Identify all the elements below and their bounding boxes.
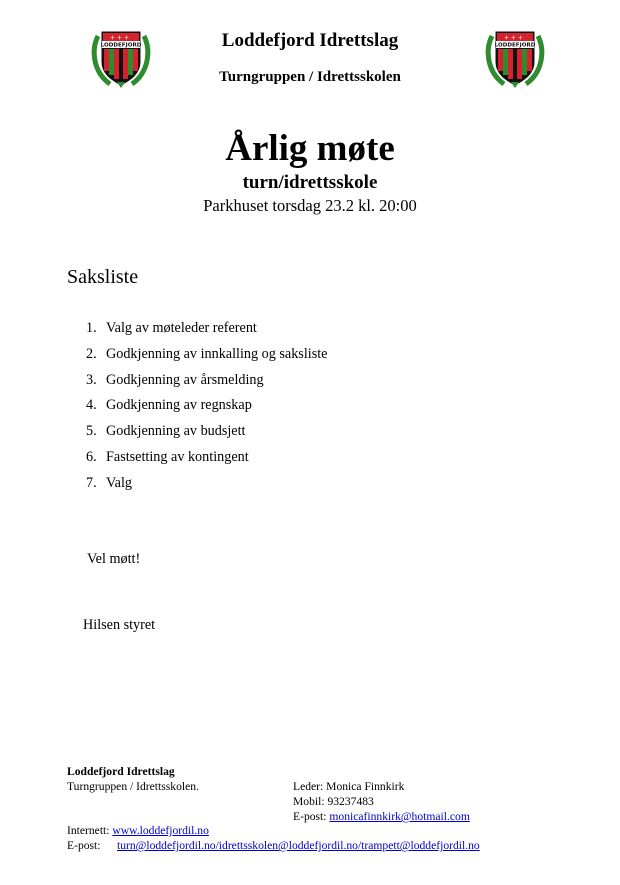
document-title: Årlig møte: [225, 128, 395, 169]
agenda-item-text: Godkjenning av regnskap: [106, 397, 252, 414]
agenda-item-text: Godkjenning av årsmelding: [106, 371, 264, 388]
footer-email-row: [67, 839, 480, 853]
footer-org-subtitle: Turngruppen / Idrettsskolen.: [67, 780, 199, 793]
signoff-text: Hilsen styret: [83, 617, 156, 633]
footer-org-name: Loddefjord Idrettslag: [67, 765, 175, 778]
meeting-place-time: Parkhuset torsdag 23.2 kl. 20:00: [203, 196, 417, 215]
agenda-item-number: 4.: [86, 397, 97, 414]
footer-internet-label: Internett:: [67, 824, 110, 837]
agenda-item: [86, 318, 327, 344]
agenda-item-number: 1.: [86, 320, 97, 336]
agenda-item-number: 6.: [86, 448, 97, 465]
agenda-item-text: Godkjenning av innkalling og saksliste: [106, 345, 328, 362]
footer-leader: Leder: Monica Finnkirk: [293, 780, 405, 793]
logo-right-text: LODDEFJORD: [494, 42, 536, 49]
logo-left-text: LODDEFJORD: [100, 42, 142, 49]
footer-internet-row: [67, 824, 209, 838]
agenda-item: [86, 447, 327, 473]
website-link[interactable]: www.loddefjordil.no: [112, 824, 209, 837]
greeting-text: Vel møtt!: [87, 551, 141, 567]
agenda-item: [86, 395, 327, 421]
agenda-item: [86, 344, 327, 370]
footer-mobile: Mobil: 93237483: [293, 795, 374, 808]
agenda-item: [86, 473, 327, 499]
agenda-item-text: Valg av møteleder referent: [106, 320, 257, 336]
svg-text:+ + +: + + +: [110, 34, 129, 42]
agenda-heading: Saksliste: [67, 266, 139, 288]
agenda-item-text: Valg: [106, 474, 133, 491]
agenda-item-text: Godkjenning av budsjett: [106, 423, 246, 440]
footer-leader-email-label: E-post:: [293, 810, 327, 823]
group-emails-link[interactable]: turn@loddefjordil.no/idrettsskolen@loddefjordil.no/trampett@loddefjordil.no: [117, 839, 480, 852]
agenda-item-text: Fastsetting av kontingent: [106, 448, 249, 465]
footer-leader-email-row: [293, 810, 470, 824]
document-subtitle: turn/idrettsskole: [242, 172, 378, 193]
leader-email-link[interactable]: monicafinnkirk@hotmail.com: [329, 810, 470, 823]
footer-email-label: E-post:: [67, 839, 101, 852]
club-subtitle: Turngruppen / Idrettsskolen: [219, 69, 401, 85]
agenda-list: [86, 318, 327, 499]
agenda-item-number: 3.: [86, 371, 97, 388]
club-name: Loddefjord Idrettslag: [221, 30, 399, 51]
agenda-item-number: 5.: [86, 423, 97, 440]
agenda-item-number: 2.: [86, 345, 97, 362]
agenda-item-number: 7.: [86, 474, 97, 491]
svg-text:+ + +: + + +: [504, 34, 523, 42]
agenda-item: [86, 370, 327, 396]
agenda-item: [86, 421, 327, 447]
